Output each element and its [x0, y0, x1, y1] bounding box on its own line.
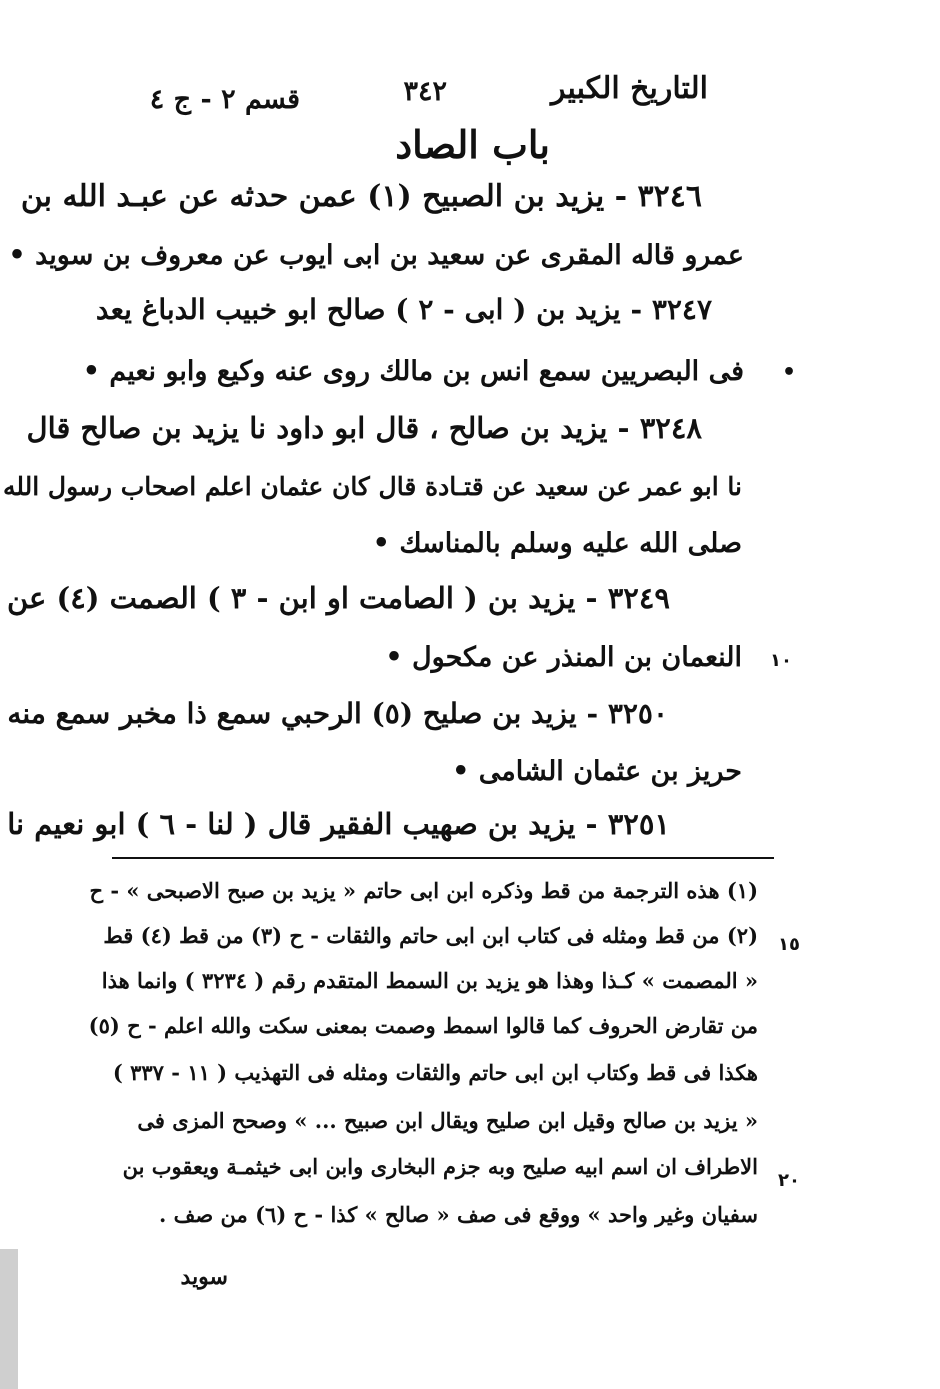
book-title: التاريخ الكبير — [550, 71, 708, 106]
footnote-separator — [112, 857, 774, 859]
footnote-line: (١) هذه الترجمة من قط وذكره ابن ابى حاتم « يزيد بن صبح الاصبحى » - ح — [89, 878, 758, 903]
body-line: ٣٢٤٩ - يزيد بن ( الصامت او ابن - ٣ ) الصمت (٤) عن — [6, 581, 670, 615]
footnote-line: (٢) من قط ومثله فى كتاب ابن ابى حاتم والثقات - ح (٣) من قط (٤) قط — [103, 923, 758, 948]
line-number-15: ١٥ — [778, 934, 800, 955]
section-label: قسم ٢ - ج ٤ — [149, 84, 300, 115]
footnote-line: « المصمت » كـذا وهذا هو يزيد بن السمط المتقدم رقم ( ٣٢٣٤ ) وانما هذا — [101, 968, 758, 993]
body-line: ٣٢٤٦ - يزيد بن الصبيح (١) عمن حدثه عن عبـد الله بن — [20, 179, 702, 214]
body-line: ٣٢٤٨ - يزيد بن صالح ، قال ابو داود نا يزيد بن صالح قال — [26, 411, 702, 445]
catchword: سويد — [180, 1264, 228, 1290]
body-line: صلى الله عليه وسلم بالمناسك • — [372, 528, 742, 559]
body-line: عمرو قاله المقرى عن سعيد بن ابى ايوب عن معروف بن سويد • — [8, 240, 744, 271]
scan-edge-shadow — [0, 1249, 18, 1389]
footnote-line: « يزيد بن صالح وقيل ابن صليح ويقال ابن صبيح ... » وصحح المزى فى — [137, 1108, 758, 1133]
page-number: ٣٤٢ — [403, 76, 447, 107]
body-line: ٣٢٥١ - يزيد بن صهيب الفقير قال ( لنا - ٦ ) ابو نعيم نا — [7, 807, 670, 841]
body-line: فى البصريين سمع انس بن مالك روى عنه وكيع وابو نعيم • — [82, 356, 744, 387]
body-line: نا ابو عمر عن سعيد عن قتـادة قال كان عثمان اعلم اصحاب رسول الله — [2, 472, 742, 501]
line-number-10: ١٠ — [770, 650, 792, 671]
margin-bullet: • — [782, 360, 797, 385]
footnote-line: سفيان وغير واحد » ووقع فى صف « صالح » كذا - ح (٦) من صف . — [159, 1202, 758, 1227]
body-line: ٣٢٥٠ - يزيد بن صليح (٥) الرحبي سمع ذا مخبر سمع منه — [7, 697, 668, 730]
footnote-line: من تقارض الحروف كما قالوا اسمط وصمت بمعنى سكت والله اعلم - ح (٥) — [88, 1013, 758, 1038]
body-line: حريز بن عثمان الشامى • — [452, 756, 742, 787]
footnote-line: هكذا فى قط وكتاب ابن ابى حاتم والثقات ومثله فى التهذيب ( ١١ - ٣٣٧ ) — [112, 1060, 758, 1085]
chapter-title: باب الصاد — [395, 122, 550, 167]
line-number-20: ٢٠ — [778, 1170, 800, 1191]
body-line: ٣٢٤٧ - يزيد بن ( ابى - ٢ ) صالح ابو خبيب الدباغ يعد — [95, 293, 712, 326]
body-line: النعمان بن المنذر عن مكحول • — [385, 642, 742, 673]
footnote-line: الاطراف ان اسم ابيه صليح وبه جزم البخارى وابن ابى خيثمـة ويعقوب بن — [122, 1154, 758, 1179]
